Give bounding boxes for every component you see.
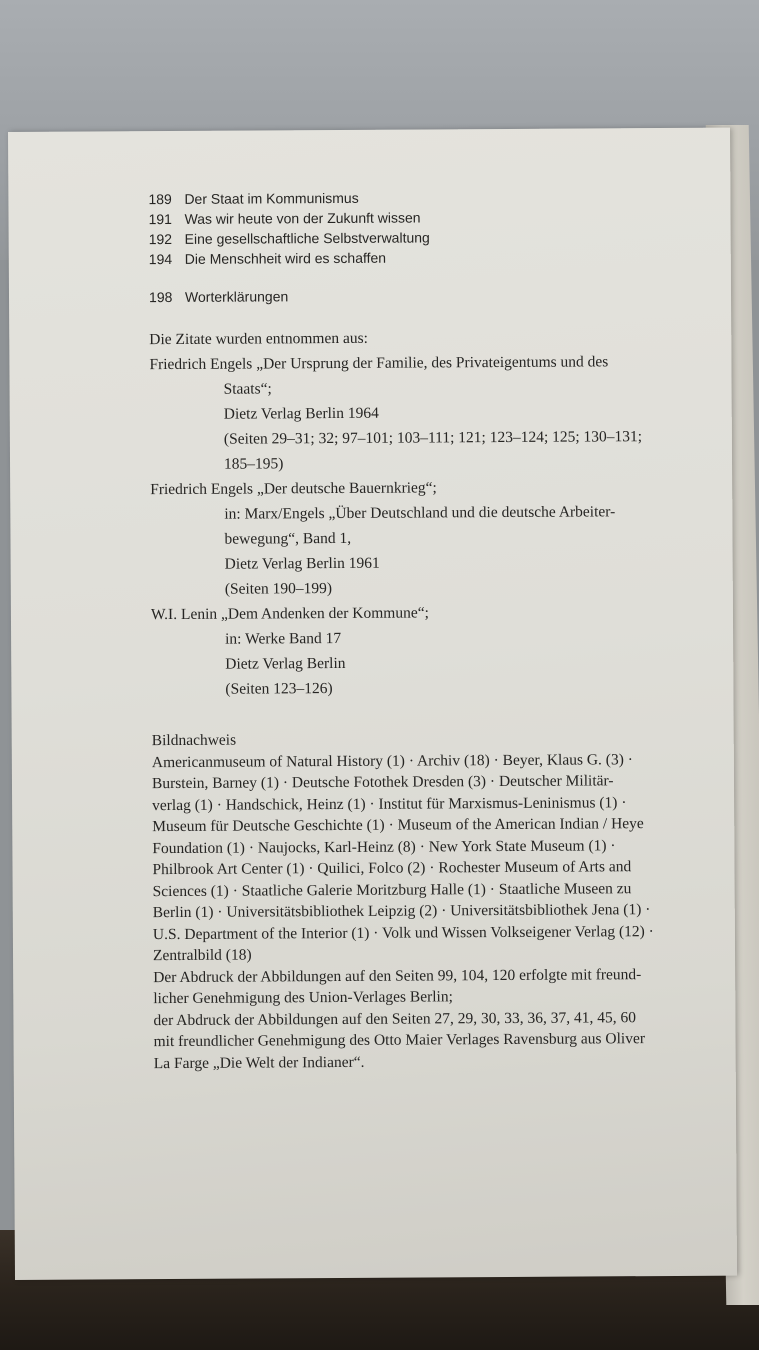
citations-section — [149, 324, 711, 702]
toc-title: Der Staat im Kommunismus — [184, 189, 359, 207]
toc-page-number: 194 — [148, 250, 173, 268]
citation-line: Staats“; — [223, 380, 272, 398]
citation-line: 185–195) — [223, 455, 284, 473]
picture-credits — [152, 727, 714, 1074]
citation-line: (Seiten 123–126) — [225, 680, 333, 698]
credits-line: Zentralbild (18) — [152, 946, 252, 965]
citation-line: Dietz Verlag Berlin — [225, 654, 346, 673]
citation-line: in: Werke Band 17 — [225, 629, 342, 648]
toc-title: Eine gesellschaftliche Selbstverwaltung — [184, 229, 430, 247]
citation-lead: Friedrich Engels „Der deutsche Bauernkrieg“; — [150, 479, 437, 499]
toc-title: Was wir heute von der Zukunft wissen — [184, 209, 421, 227]
citations-heading: Die Zitate wurden entnommen aus: — [149, 329, 368, 349]
credits-line: Americanmuseum of Natural History (1) · Archiv (18) · Beyer, Klaus G. (3) · — [151, 750, 633, 771]
citation-lead: Friedrich Engels „Der Ursprung der Familie, des Privateigentums und des — [149, 353, 609, 374]
citation-entry — [150, 474, 711, 602]
credits-line: Der Abdruck der Abbildungen auf den Seiten 99, 104, 120 erfolgte mit freund- — [153, 965, 642, 986]
credits-line: verlag (1) · Handschick, Heinz (1) · Institut für Marxismus-Leninismus (1) · — [152, 793, 627, 814]
credits-line: mit freundlicher Genehmigung des Otto Maier Verlages Ravensburg aus Oliver — [153, 1030, 646, 1051]
credits-line: Sciences (1) · Staatliche Galerie Moritzburg Halle (1) · Staatliche Museen zu — [152, 879, 632, 900]
toc-page-number: 189 — [148, 191, 172, 208]
toc-title: Worterklärungen — [184, 288, 289, 305]
toc-page-number: 192 — [148, 231, 173, 248]
credits-line: Berlin (1) · Universitätsbibliothek Leipzig (2) · Universitätsbibliothek Jena (1) · — [152, 901, 651, 922]
toc-title: Die Menschheit wird es schaffen — [184, 249, 387, 267]
citation-line: bewegung“, Band 1, — [224, 529, 352, 548]
citation-entry — [151, 599, 712, 702]
credits-line: Philbrook Art Center (1) · Quilici, Folco (2) · Rochester Museum of Arts and — [152, 858, 632, 879]
credits-line: licher Genehmigung des Union-Verlages Berlin; — [153, 988, 453, 1008]
citation-line: (Seiten 29–31; 32; 97–101; 103–111; 121; 123–124; 125; 130–131; — [223, 428, 643, 448]
toc-page-number: 198 — [148, 288, 173, 306]
citation-line: Dietz Verlag Berlin 1961 — [224, 554, 380, 573]
credits-line: Foundation (1) · Naujocks, Karl-Heinz (8) · New York State Museum (1) · — [152, 836, 616, 857]
book-page — [8, 128, 737, 1280]
citation-entry — [149, 349, 710, 477]
credits-line: Burstein, Barney (1) · Deutsche Fotothek Dresden (3) · Deutscher Militär- — [151, 772, 614, 793]
toc-page-number: 191 — [148, 211, 172, 228]
credits-line: der Abdruck der Abbildungen auf den Seiten 27, 29, 30, 33, 36, 37, 41, 45, 60 — [153, 1008, 637, 1029]
citation-line: in: Marx/Engels „Über Deutschland und die deutsche Arbeiter- — [224, 503, 616, 523]
page-content — [148, 186, 713, 1074]
citation-line: (Seiten 190–199) — [224, 580, 333, 598]
credits-line: La Farge „Die Welt der Indianer“. — [153, 1053, 365, 1072]
table-of-contents — [148, 186, 709, 307]
credits-line: Museum für Deutsche Geschichte (1) · Museum of the American Indian / Heye — [152, 815, 644, 836]
credits-heading: Bildnachweis — [151, 731, 237, 750]
citation-lead: W.I. Lenin „Dem Andenken der Kommune“; — [150, 604, 429, 624]
citation-line: Dietz Verlag Berlin 1964 — [223, 404, 379, 423]
credits-line: U.S. Department of the Interior (1) · Volk und Wissen Volkseigener Verlag (12) · — [152, 922, 654, 943]
